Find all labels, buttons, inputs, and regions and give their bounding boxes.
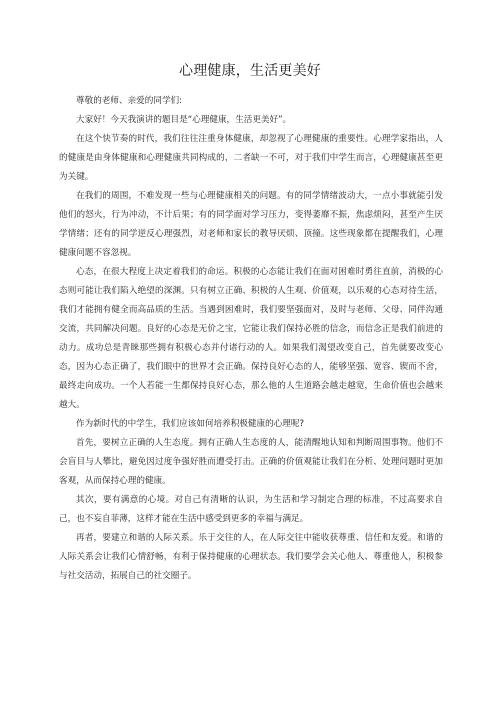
mindset-paragraph: 心态，在很大程度上决定着我们的命运。积极的心态能让我们在面对困难时勇往直前，消极的心态则可能让我们陷入绝望的深渊。只有树立正确、积极的人生观、价值观，以乐观的心态对待生活，我们才能拥有健全而高品质的生活。当遇到困难时，我们要坚强面对，及时与老师、父母、同伴沟通交流，共同解决问题。良好的心态是无价之宝，它能让我们保持必胜的信念，而信念正是我们前进的动力。成功总是青睐那些拥有积极心态并付诸行动的人。如果我们渴望改变自己，首先就要改变心态，因为心态正确了，我们眼中的世界才会正确。保持良好心态的人，能够坚强、宽容、锲而不舍，最终走向成功。一个人若能一生都保持良好心态，那么他的人生道路会越走越宽，生命价值也会越来越大。 — [59, 267, 443, 410]
first-point-paragraph: 首先，要树立正确的人生态度。拥有正确人生态度的人，能清醒地认知和判断周围事物。他们不会盲目与人攀比，避免因过度争强好胜而遭受打击。正确的价值观能让我们在分析、处理问题时更加客观，从而保持心理的健康。 — [59, 438, 443, 486]
page-title: 心理健康，生活更美好 — [179, 63, 321, 79]
third-point-paragraph: 再者，要建立和谐的人际关系。乐于交往的人，在人际交往中能收获尊重、信任和友爱。和谐的人际关系会让我们心情舒畅，有利于保持健康的心理状态。我们要学会关心他人、尊重他人，积极参与社交活动，拓展自己的社交圈子。 — [59, 533, 443, 581]
salutation-paragraph: 尊敬的老师、亲爱的同学们: — [76, 96, 183, 106]
intro-paragraph: 在这个快节奏的时代，我们往往注重身体健康，却忽视了心理健康的重要性。心理学家指出，人的健康是由身体健康和心理健康共同构成的，二者缺一不可，对于我们中学生而言，心理健康甚至更为关键。 — [59, 134, 443, 182]
speech-body — [59, 92, 443, 586]
question-paragraph: 作为新时代的中学生，我们应该如何培养积极健康的心理呢? — [76, 419, 304, 429]
greeting-paragraph: 大家好！今天我演讲的题目是“心理健康，生活更美好”。 — [76, 115, 292, 125]
problems-paragraph: 在我们的周围，不难发现一些与心理健康相关的问题。有的同学情绪波动大，一点小事就能引发他们的怒火，行为冲动，不计后果；有的同学面对学习压力，变得萎靡不振，焦虑烦闷，甚至产生厌学情绪；还有的同学逆反心理强烈，对老师和家长的教导厌烦、顶撞。这些现象都在提醒我们，心理健康问题不容忽视。 — [59, 191, 443, 258]
second-point-paragraph: 其次，要有满意的心境。对自己有清晰的认识，为生活和学习制定合理的标准，不过高要求自己，也不妄自菲薄，这样才能在生活中感受到更多的幸福与满足。 — [59, 495, 443, 524]
